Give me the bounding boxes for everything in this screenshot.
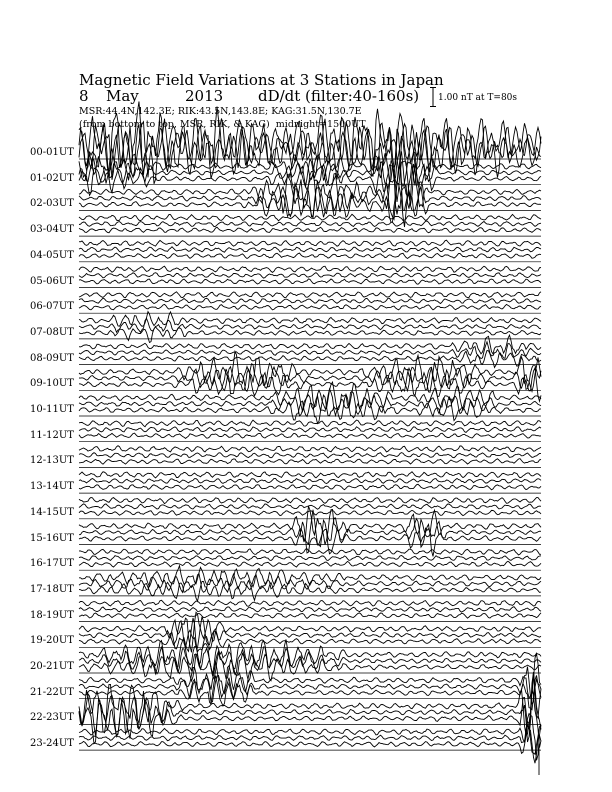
trace-msr bbox=[79, 253, 541, 258]
trace-rik bbox=[79, 722, 541, 755]
row-label-22-23UT: 22-23UT bbox=[30, 712, 74, 724]
row-label-20-21UT: 20-21UT bbox=[30, 661, 74, 672]
trace-rik bbox=[79, 221, 541, 227]
trace-msr bbox=[79, 304, 541, 310]
trace-msr bbox=[79, 327, 541, 343]
midnight-note: midnight=1500UT bbox=[275, 119, 366, 130]
trace-rik bbox=[79, 427, 541, 433]
row-label-01-02UT: 01-02UT bbox=[30, 172, 74, 184]
station-coordinates: MSR:44.4N,142.3E; RIK:43.5N,143.8E; KAG:31.5N,130.7E bbox=[79, 106, 362, 117]
trace-kag bbox=[79, 472, 541, 478]
row-label-11-12UT: 11-12UT bbox=[30, 429, 74, 441]
row-label-03-04UT: 03-04UT bbox=[30, 224, 74, 236]
trace-msr bbox=[79, 484, 541, 490]
row-label-16-17UT: 16-17UT bbox=[30, 558, 74, 570]
trace-kag bbox=[79, 292, 541, 298]
filter-label: (filter:40-160s) bbox=[305, 87, 420, 105]
trace-msr bbox=[79, 459, 541, 465]
row-label-15-16UT: 15-16UT bbox=[30, 532, 74, 544]
scale-label: 1.00 nT at T=80s bbox=[438, 93, 518, 103]
trace-rik bbox=[79, 478, 541, 483]
trace-msr bbox=[79, 161, 541, 205]
row-label-13-14UT: 13-14UT bbox=[30, 481, 74, 493]
trace-msr bbox=[79, 613, 541, 619]
row-label-17-18UT: 17-18UT bbox=[30, 583, 74, 595]
trace-msr bbox=[79, 279, 541, 284]
trace-rik bbox=[79, 247, 541, 252]
row-label-07-08UT: 07-08UT bbox=[30, 326, 74, 338]
trace-msr bbox=[79, 433, 541, 439]
row-label-02-03UT: 02-03UT bbox=[30, 198, 74, 210]
trace-rik bbox=[79, 607, 541, 612]
trace-rik bbox=[79, 273, 541, 278]
row-label-04-05UT: 04-05UT bbox=[30, 249, 74, 261]
trace-rik bbox=[79, 504, 541, 509]
date-day: 8 bbox=[79, 87, 89, 105]
trace-rik bbox=[79, 667, 541, 704]
trace-kag bbox=[79, 214, 541, 221]
trace-rik bbox=[79, 556, 541, 561]
row-label-10-11UT: 10-11UT bbox=[30, 404, 74, 415]
trace-kag bbox=[79, 498, 541, 504]
order-note: (from bottom to top, MSR, RIK, & KAG) bbox=[79, 119, 270, 130]
trace-kag bbox=[79, 240, 541, 246]
date-year: 2013 bbox=[185, 87, 224, 105]
row-label-21-22UT: 21-22UT bbox=[30, 686, 74, 698]
row-label-19-20UT: 19-20UT bbox=[30, 635, 74, 647]
trace-kag bbox=[79, 102, 541, 180]
row-label-08-09UT: 08-09UT bbox=[30, 352, 74, 364]
date-month: May bbox=[106, 87, 139, 105]
trace-kag bbox=[79, 420, 541, 427]
trace-rik bbox=[79, 298, 541, 303]
trace-kag bbox=[79, 266, 541, 272]
quantity-label: dD/dt bbox=[258, 87, 301, 105]
row-label-05-06UT: 05-06UT bbox=[30, 275, 74, 287]
row-label-00-01UT: 00-01UT bbox=[30, 147, 74, 158]
row-label-18-19UT: 18-19UT bbox=[30, 609, 74, 621]
trace-kag bbox=[79, 600, 541, 606]
chart-title: Magnetic Field Variations at 3 Stations in Japan bbox=[79, 71, 444, 89]
trace-rik bbox=[79, 453, 541, 458]
trace-rik bbox=[79, 342, 541, 359]
trace-kag bbox=[79, 549, 541, 555]
row-label-23-24UT: 23-24UT bbox=[30, 738, 74, 750]
trace-msr bbox=[79, 227, 541, 233]
row-label-12-13UT: 12-13UT bbox=[30, 455, 74, 467]
row-label-14-15UT: 14-15UT bbox=[30, 506, 74, 518]
trace-kag bbox=[79, 446, 541, 452]
trace-msr bbox=[79, 561, 541, 567]
row-label-06-07UT: 06-07UT bbox=[30, 301, 74, 313]
row-label-09-10UT: 09-10UT bbox=[30, 378, 74, 390]
